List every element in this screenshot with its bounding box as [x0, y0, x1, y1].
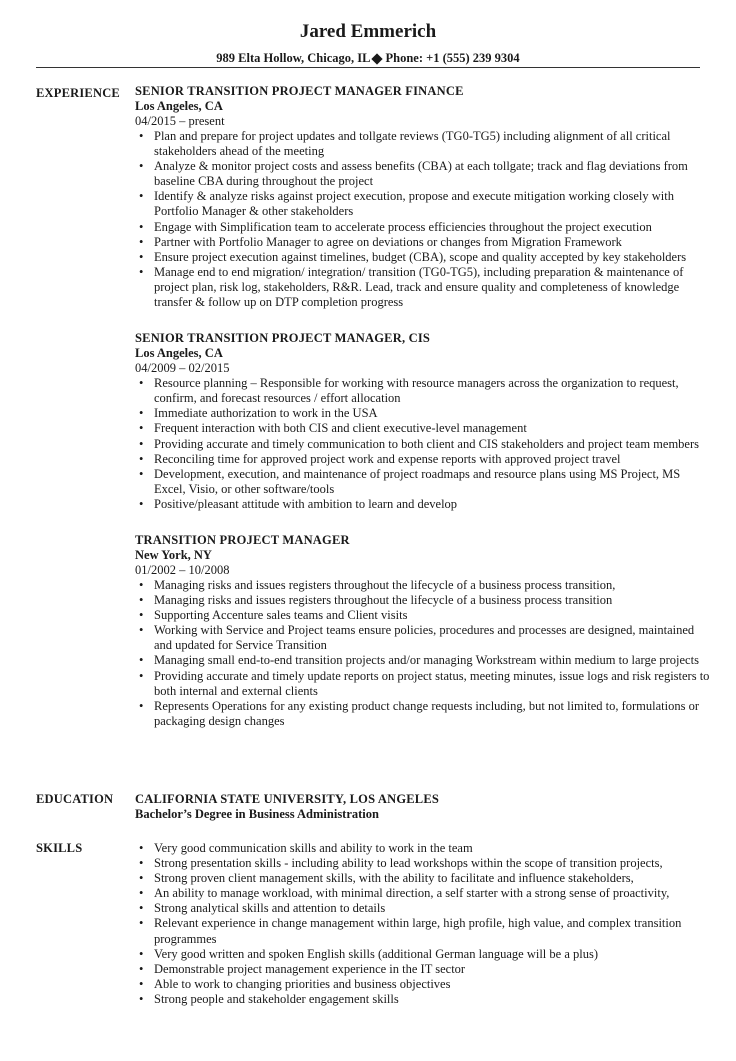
- bullet-icon: •: [139, 189, 144, 204]
- bullet-icon: •: [139, 991, 144, 1006]
- list-item: • Providing accurate and timely update reports on project status, meeting minutes, issue logs and risk registers to both internal and external clients: [139, 668, 710, 698]
- bullet-icon: •: [139, 406, 144, 421]
- bullet-icon: •: [139, 698, 144, 713]
- job-bullets: [135, 376, 710, 512]
- job-entry: [135, 331, 710, 512]
- list-item: • An ability to manage workload, with minimal direction, a self starter with a strong sense of proactivity,: [139, 886, 670, 901]
- list-item: • Strong analytical skills and attention to details: [139, 901, 386, 916]
- job-title: TRANSITION PROJECT MANAGER: [135, 532, 350, 547]
- address: 989 Elta Hollow, Chicago, IL: [216, 51, 371, 65]
- bullet-icon: •: [139, 976, 144, 991]
- contact-line: [0, 51, 736, 66]
- list-item: • Strong presentation skills - including ability to lead workshops within the scope of transition projects,: [139, 856, 663, 871]
- job-title: SENIOR TRANSITION PROJECT MANAGER, CIS: [135, 331, 431, 346]
- resume-header: [0, 0, 736, 66]
- list-item: • Demonstrable project management experience in the IT sector: [139, 961, 466, 976]
- job-location: Los Angeles, CA: [135, 99, 223, 113]
- list-item: • Positive/pleasant attitude with ambition to learn and develop: [139, 496, 458, 511]
- bullet-icon: •: [139, 946, 144, 961]
- bullet-icon: •: [139, 496, 144, 511]
- list-item: • Very good communication skills and ability to work in the team: [139, 841, 473, 855]
- bullet-icon: •: [139, 376, 144, 391]
- list-item: • Analyze & monitor project costs and assess benefits (CBA) at each tollgate; track and flag deviations from baseline CBA during throughout the project: [139, 159, 688, 189]
- job-dates: 04/2009 – 02/2015: [135, 361, 230, 376]
- job-location: Los Angeles, CA: [135, 346, 223, 361]
- bullet-icon: •: [139, 436, 144, 451]
- bullet-icon: •: [139, 159, 144, 174]
- list-item: • Frequent interaction with both CIS and client executive-level management: [139, 421, 527, 436]
- list-item: • Engage with Simplification team to accelerate process efficiencies throughout the project execution: [139, 219, 652, 234]
- bullet-icon: •: [139, 234, 144, 249]
- list-item: • Partner with Portfolio Manager to agree on deviations or changes from Migration Framework: [139, 234, 622, 249]
- bullet-icon: •: [139, 856, 144, 871]
- bullet-icon: •: [139, 608, 144, 623]
- list-item: • Manage end to end migration/ integration/ transition (TG0-TG5), including preparation & maintenance of project plan, risk log, stakeholders, R&R. Lead, track and ensure quality and completeness of knowledge transfer & follow up on DTP completion progress: [139, 264, 684, 310]
- diamond-separator-icon: [372, 53, 383, 64]
- list-item: • Strong proven client management skills, with the ability to facilitate and influence stakeholders,: [139, 871, 634, 886]
- job-title: SENIOR TRANSITION PROJECT MANAGER FINANCE: [135, 84, 464, 98]
- bullet-icon: •: [139, 577, 144, 592]
- list-item: • Identify & analyze risks against project execution, propose and execute mitigation working closely with Portfolio Manager & other stakeholders: [139, 189, 674, 219]
- bullet-icon: •: [139, 219, 144, 234]
- job-bullets: [135, 129, 710, 310]
- list-item: • Strong people and stakeholder engagement skills: [139, 991, 399, 1006]
- bullet-icon: •: [139, 451, 144, 466]
- bullet-icon: •: [139, 916, 144, 931]
- list-item: • Managing small end-to-end transition projects and/or managing Workstream within medium to large projects: [139, 653, 699, 668]
- experience-label: EXPERIENCE: [36, 86, 120, 100]
- education-label: EDUCATION: [36, 792, 114, 806]
- bullet-icon: •: [139, 264, 144, 279]
- bullet-icon: •: [139, 901, 144, 916]
- skills-column: [135, 841, 710, 1007]
- job-entry: [135, 84, 710, 310]
- job-dates: 01/2002 – 10/2008: [135, 562, 230, 577]
- list-item: • Relevant experience in change management within large, high profile, high value, and complex transition programmes: [139, 916, 682, 946]
- bullet-icon: •: [139, 871, 144, 886]
- bullet-icon: •: [139, 466, 144, 481]
- degree: Bachelor’s Degree in Business Administration: [135, 807, 379, 821]
- bullet-icon: •: [139, 421, 144, 436]
- jobs-column: [135, 84, 710, 729]
- bullet-icon: •: [139, 841, 144, 855]
- list-item: • Very good written and spoken English skills (additional German language will be a plus): [139, 946, 599, 961]
- list-item: • Able to work to changing priorities and business objectives: [139, 976, 451, 991]
- candidate-name: Jared Emmerich: [299, 21, 437, 42]
- job-dates: 04/2015 – present: [135, 114, 225, 128]
- bullet-icon: •: [139, 623, 144, 638]
- job-location: New York, NY: [135, 547, 212, 562]
- list-item: • Working with Service and Project teams ensure policies, procedures and processes are designed, maintained and updated for Service Transition: [139, 623, 695, 653]
- list-item: • Managing risks and issues registers throughout the lifecycle of a business process transition,: [139, 577, 616, 592]
- list-item: • Ensure project execution against timelines, budget (CBA), scope and quality accepted by key stakeholders: [139, 249, 687, 264]
- skills-label: SKILLS: [36, 841, 83, 855]
- bullet-icon: •: [139, 668, 144, 683]
- job-entry: [135, 533, 710, 729]
- bullet-icon: •: [139, 593, 144, 608]
- list-item: • Plan and prepare for project updates and tollgate reviews (TG0-TG5) including alignment of all critical stakeholders ahead of the meeting: [139, 129, 671, 159]
- list-item: • Represents Operations for any existing product change requests including, but not limited to, formulations or packaging design changes: [139, 698, 700, 728]
- header-divider: [36, 67, 700, 68]
- bullet-icon: •: [139, 129, 144, 143]
- bullet-icon: •: [139, 886, 144, 901]
- list-item: • Immediate authorization to work in the USA: [139, 406, 378, 421]
- list-item: • Development, execution, and maintenance of project roadmaps and resource plans using MS Project, MS Excel, Visio, or other software/tools: [139, 466, 681, 496]
- list-item: • Providing accurate and timely communication to both client and CIS stakeholders and project team members: [139, 436, 699, 451]
- list-item: • Managing risks and issues registers throughout the lifecycle of a business process transition: [139, 593, 613, 608]
- bullet-icon: •: [139, 653, 144, 668]
- bullet-icon: •: [139, 249, 144, 264]
- phone: Phone: +1 (555) 239 9304: [385, 51, 520, 65]
- school-name: CALIFORNIA STATE UNIVERSITY, LOS ANGELES: [135, 792, 440, 806]
- list-item: • Resource planning – Responsible for working with resource managers across the organization to request, confirm, and forecast resources / effort allocation: [139, 376, 679, 406]
- bullet-icon: •: [139, 961, 144, 976]
- list-item: • Supporting Accenture sales teams and Client visits: [139, 608, 408, 623]
- job-bullets: [135, 578, 710, 729]
- education-column: [135, 792, 710, 822]
- skills-list: [135, 841, 710, 1007]
- list-item: • Reconciling time for approved project work and expense reports with approved project travel: [139, 451, 621, 466]
